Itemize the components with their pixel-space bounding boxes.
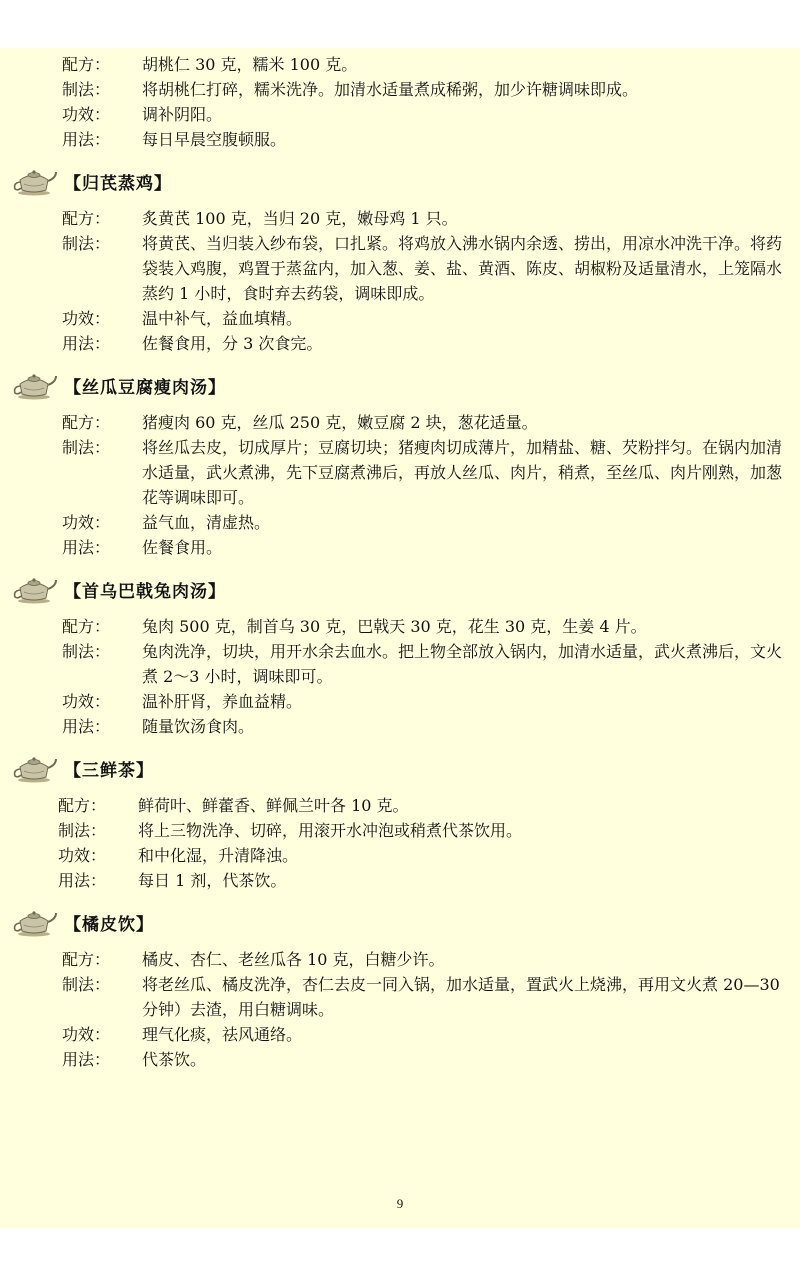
recipe-row xyxy=(0,410,800,435)
recipe-row xyxy=(0,231,800,306)
row-label: 配方： xyxy=(62,209,111,228)
recipe-row xyxy=(0,1022,800,1047)
row-label: 制法： xyxy=(62,975,111,994)
row-text: 理气化痰，祛风通络。 xyxy=(142,1025,303,1044)
recipe-row xyxy=(0,972,800,1022)
recipe-row xyxy=(0,510,800,535)
recipe-title: 【归芪蒸鸡】 xyxy=(64,173,172,194)
recipe-row xyxy=(0,843,800,868)
page-number: 9 xyxy=(396,1196,404,1211)
row-label: 配方： xyxy=(62,617,111,636)
recipe-row xyxy=(0,639,800,689)
row-label: 功效： xyxy=(62,513,111,532)
recipe-row xyxy=(0,614,800,639)
row-label: 配方： xyxy=(62,413,111,432)
row-text: 代茶饮。 xyxy=(142,1050,207,1069)
row-label: 用法： xyxy=(62,717,111,736)
row-text: 每日早晨空腹顿服。 xyxy=(142,130,287,149)
recipe-title: 【丝瓜豆腐瘦肉汤】 xyxy=(64,377,226,398)
row-label: 制法： xyxy=(62,80,111,99)
recipe-header xyxy=(0,366,800,404)
recipe-row xyxy=(0,535,800,560)
recipe-gui-qi-steamed-chicken xyxy=(0,162,800,356)
row-text: 将胡桃仁打碎，糯米洗净。加清水适量煮成稀粥，加少许糖调味即成。 xyxy=(142,80,639,99)
row-text: 橘皮、杏仁、老丝瓜各 10 克，白糖少许。 xyxy=(142,950,445,969)
recipe-loofah-tofu-pork-soup xyxy=(0,366,800,560)
row-label: 用法： xyxy=(62,334,111,353)
row-text: 温中补气，益血填精。 xyxy=(142,309,303,328)
recipe-walnut-porridge xyxy=(0,52,800,152)
recipe-row xyxy=(0,818,800,843)
recipe-row xyxy=(0,206,800,231)
row-text: 兔肉洗净，切块，用开水余去血水。把上物全部放入锅内，加清水适量，武火煮沸后，文火煮 2～3 小时，调味即可。 xyxy=(142,642,783,686)
row-text: 鲜荷叶、鲜藿香、鲜佩兰叶各 10 克。 xyxy=(138,796,409,815)
recipe-header xyxy=(0,162,800,200)
teapot-icon xyxy=(10,370,58,400)
row-label: 配方： xyxy=(62,950,111,969)
row-text: 将黄芪、当归装入纱布袋，口扎紧。将鸡放入沸水锅内余透、捞出，用凉水冲洗干净。将药袋装入鸡腹，鸡置于蒸盆内，加入葱、姜、盐、黄酒、陈皮、胡椒粉及适量清水，上笼隔水蒸约 1 小时，食时弃去药袋，调味即成。 xyxy=(142,234,783,303)
page xyxy=(0,48,800,1228)
recipe-header xyxy=(0,570,800,608)
row-text: 胡桃仁 30 克，糯米 100 克。 xyxy=(142,55,358,74)
recipe-header xyxy=(0,903,800,941)
row-label: 配方： xyxy=(58,796,107,815)
row-label: 制法： xyxy=(58,821,107,840)
row-text: 将老丝瓜、橘皮洗净，杏仁去皮一同入锅，加水适量，置武火上烧沸，再用文火煮 20—30 分钟）去渣，用白糖调味。 xyxy=(142,975,780,1019)
recipe-row xyxy=(0,868,800,893)
row-text: 每日 1 剂，代茶饮。 xyxy=(138,871,287,890)
recipe-header xyxy=(0,749,800,787)
row-text: 猪瘦肉 60 克，丝瓜 250 克，嫩豆腐 2 块，葱花适量。 xyxy=(142,413,538,432)
row-label: 用法： xyxy=(62,538,111,557)
row-text: 调补阴阳。 xyxy=(142,105,223,124)
row-label: 用法： xyxy=(62,1050,111,1069)
recipe-title: 【三鲜茶】 xyxy=(64,760,154,781)
recipe-title: 【首乌巴戟兔肉汤】 xyxy=(64,581,226,602)
row-label: 制法： xyxy=(62,642,111,661)
recipe-row xyxy=(0,306,800,331)
row-text: 兔肉 500 克，制首乌 30 克，巴戟天 30 克，花生 30 克，生姜 4 片。 xyxy=(142,617,647,636)
recipe-row xyxy=(0,127,800,152)
teapot-icon xyxy=(10,166,58,196)
recipe-row xyxy=(0,77,800,102)
recipe-three-fresh-tea xyxy=(0,749,800,893)
recipe-row xyxy=(0,102,800,127)
row-text: 将丝瓜去皮，切成厚片；豆腐切块；猪瘦肉切成薄片，加精盐、糖、芡粉拌匀。在锅内加清水适量，武火煮沸，先下豆腐煮沸后，再放人丝瓜、肉片，稍煮，至丝瓜、肉片刚熟，加葱花等调味即可。 xyxy=(142,438,783,507)
row-text: 温补肝肾，养血益精。 xyxy=(142,692,303,711)
row-label: 功效： xyxy=(62,309,111,328)
row-label: 制法： xyxy=(62,234,111,253)
recipe-row xyxy=(0,714,800,739)
recipe-row xyxy=(0,947,800,972)
recipe-row xyxy=(0,52,800,77)
row-text: 佐餐食用，分 3 次食完。 xyxy=(142,334,323,353)
row-label: 制法： xyxy=(62,438,111,457)
row-text: 益气血，清虚热。 xyxy=(142,513,271,532)
row-label: 功效： xyxy=(62,1025,111,1044)
teapot-icon xyxy=(10,574,58,604)
row-label: 功效： xyxy=(58,846,107,865)
recipe-row xyxy=(0,435,800,510)
recipe-row xyxy=(0,689,800,714)
row-text: 和中化湿，升清降浊。 xyxy=(138,846,299,865)
recipe-row xyxy=(0,331,800,356)
row-label: 功效： xyxy=(62,692,111,711)
page-content xyxy=(0,52,800,1082)
teapot-icon xyxy=(10,753,58,783)
row-text: 炙黄芪 100 克，当归 20 克，嫩母鸡 1 只。 xyxy=(142,209,458,228)
recipe-row xyxy=(0,793,800,818)
row-label: 配方： xyxy=(62,55,111,74)
recipe-tangerine-peel-drink xyxy=(0,903,800,1072)
row-text: 随量饮汤食肉。 xyxy=(142,717,255,736)
recipe-row xyxy=(0,1047,800,1072)
row-label: 功效： xyxy=(62,105,111,124)
recipe-shouwu-bajitian-rabbit-soup xyxy=(0,570,800,739)
row-label: 用法： xyxy=(58,871,107,890)
row-label: 用法： xyxy=(62,130,111,149)
row-text: 佐餐食用。 xyxy=(142,538,223,557)
row-text: 将上三物洗净、切碎，用滚开水冲泡或稍煮代茶饮用。 xyxy=(138,821,523,840)
teapot-icon xyxy=(10,907,58,937)
recipe-title: 【橘皮饮】 xyxy=(64,914,154,935)
